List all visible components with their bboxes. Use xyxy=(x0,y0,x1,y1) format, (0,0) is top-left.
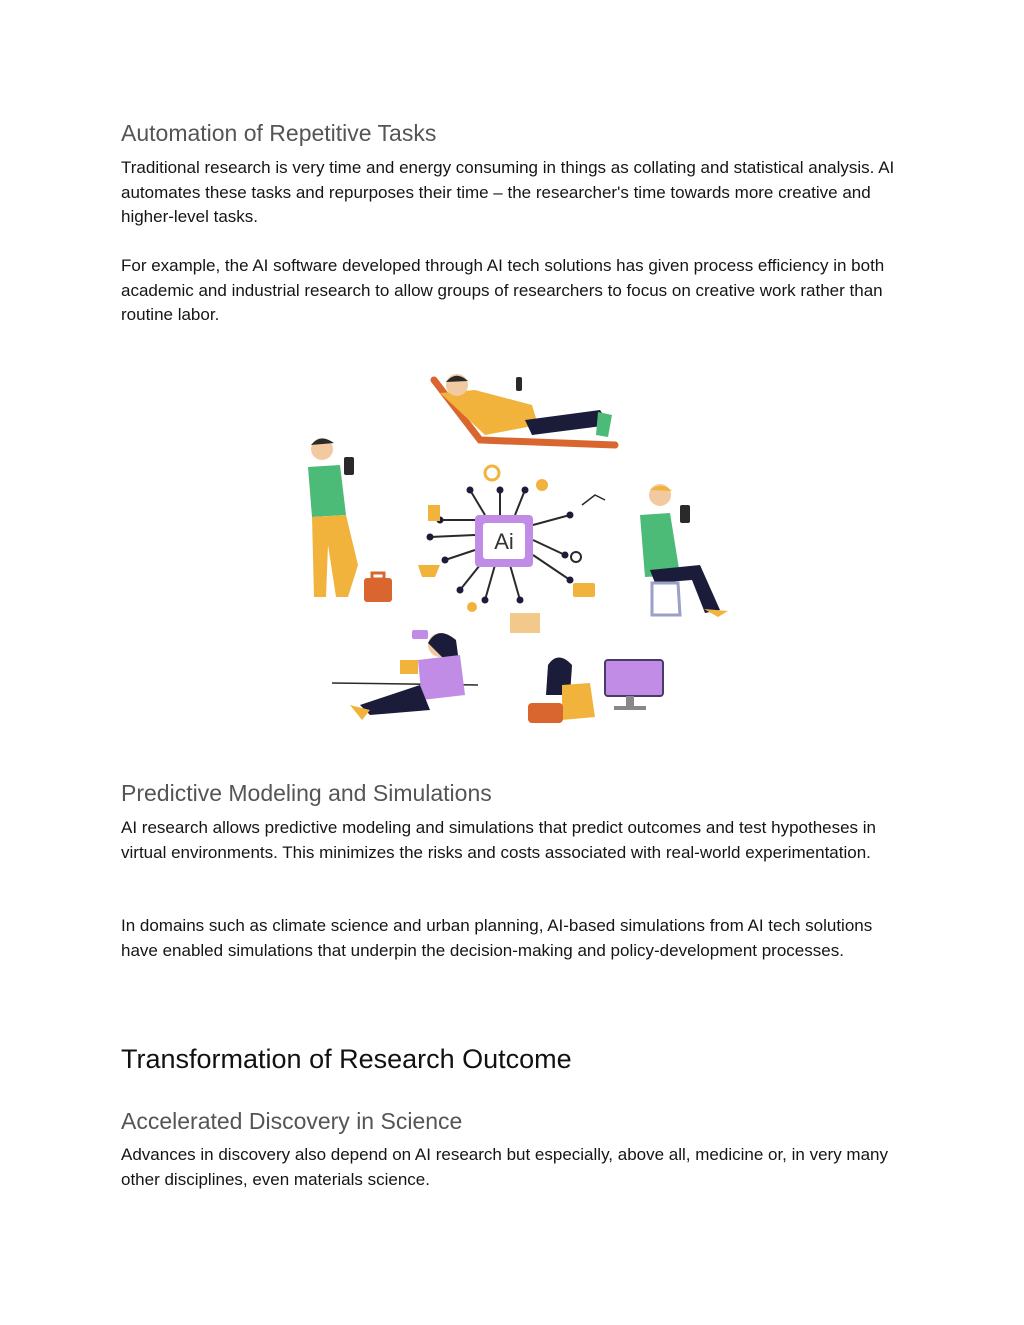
heading-automation: Automation of Repetitive Tasks xyxy=(121,120,437,146)
standing-person-figure xyxy=(308,438,392,602)
heading-accelerated: Accelerated Discovery in Science xyxy=(121,1108,463,1134)
reading-woman-figure xyxy=(332,630,478,720)
paragraph-predictive-1: AI research allows predictive modeling and simulations that predict outcomes and test hypotheses in virtual environments. This minimizes the risks and costs associated with real-world experimentation. xyxy=(121,818,877,862)
gear-icon xyxy=(485,466,499,480)
book-icon xyxy=(428,505,440,521)
code-icon xyxy=(573,583,595,597)
reclining-person-figure xyxy=(434,374,615,445)
heading-transformation: Transformation of Research Outcome xyxy=(121,1044,572,1074)
computer-woman-figure xyxy=(528,658,663,724)
chart-icon xyxy=(582,495,605,505)
ai-research-illustration xyxy=(300,365,740,735)
paragraph-predictive-2: In domains such as climate science and urban planning, AI-based simulations from AI tech solutions have enabled simulations that underpin the decision-making and policy-development processes. xyxy=(121,916,873,960)
lightbulb-icon xyxy=(467,602,477,612)
seated-person-figure xyxy=(640,484,728,617)
illustration-svg xyxy=(300,365,740,735)
paragraph-automation-2: For example, the AI software developed through AI tech solutions has given process efficiency in both academic and industrial research to allow groups of researchers to focus on creative work rather than routine labor. xyxy=(121,256,885,324)
cart-icon xyxy=(418,565,440,577)
magnifier-icon xyxy=(571,552,581,562)
plus-badge-icon xyxy=(536,479,548,491)
paragraph-automation-1: Traditional research is very time and energy consuming in things as collating and statistical analysis. AI automates these tasks and repurposes their time – the researcher's time towards more creative and higher-level tasks. xyxy=(121,158,895,226)
paragraph-accelerated-1: Advances in discovery also depend on AI research but especially, above all, medicine or, in very many other disciplines, even materials science. xyxy=(121,1145,888,1189)
heading-predictive: Predictive Modeling and Simulations xyxy=(121,780,492,806)
ai-chip-label: Ai xyxy=(494,529,514,554)
image-icon xyxy=(510,613,540,633)
